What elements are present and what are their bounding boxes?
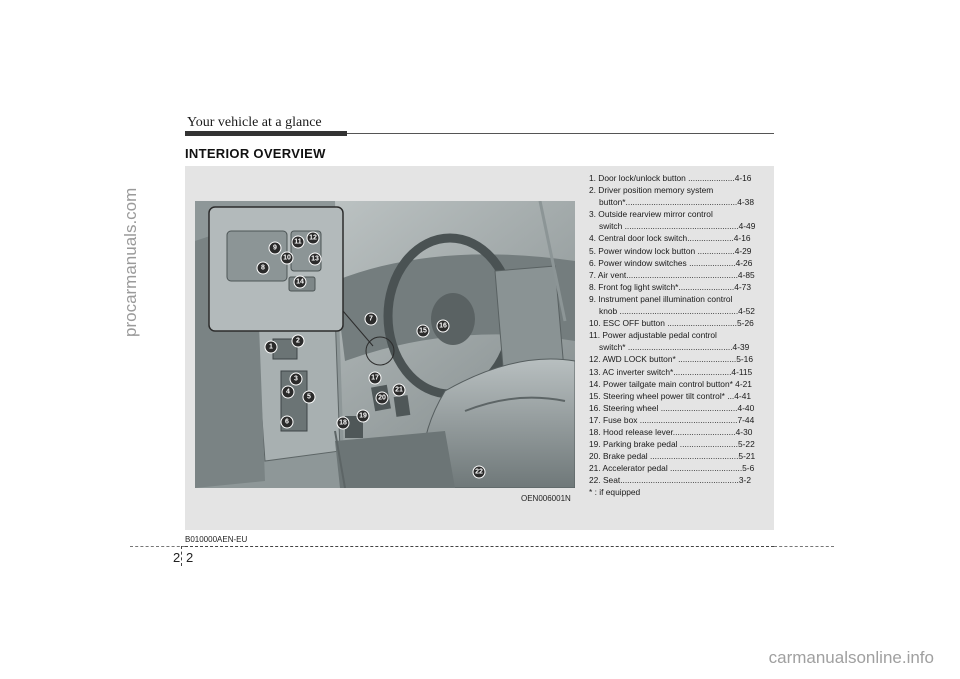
svg-text:11: 11 — [294, 238, 302, 246]
list-item: switch* .............................................4-39 — [599, 342, 750, 353]
list-item: 9. Instrument panel illumination control — [589, 293, 733, 304]
svg-text:17: 17 — [371, 374, 379, 382]
list-item: 1. Door lock/unlock button ....................4-16 — [589, 173, 752, 183]
list-item: 13. AC inverter switch*.........................4-115 — [589, 366, 753, 377]
page-number: 2 — [186, 550, 194, 565]
svg-text:7: 7 — [369, 315, 373, 323]
interior-drawing — [195, 201, 575, 488]
svg-text:15: 15 — [419, 327, 427, 335]
list-item: 12. AWD LOCK button* .........................5-16 — [589, 354, 753, 365]
callout-9 — [269, 242, 281, 254]
list-item: 8. Front fog light switch*........................4-73 — [589, 281, 751, 292]
chapter-number: 2 — [173, 550, 181, 565]
figure-code: OEN006001N — [521, 494, 571, 503]
list-item: 19. Parking brake pedal .........................5-22 — [589, 439, 755, 450]
list-item: 7. Air vent................................................4-85 — [589, 269, 755, 280]
callout-19 — [357, 410, 369, 422]
footer-rule-right — [774, 546, 834, 547]
list-item: 6. Power window switches ....................4-26 — [589, 257, 753, 268]
callout-7 — [365, 313, 377, 325]
list-item: 20. Brake pedal ......................................5-21 — [589, 451, 756, 462]
list-item: knob ...................................................4-52 — [599, 306, 755, 317]
document-code: B010000AEN-EU — [185, 535, 248, 544]
svg-text:19: 19 — [359, 412, 367, 420]
list-item: 22. Seat...................................................3-2 — [589, 475, 751, 486]
list-item: button*................................................4-38 — [599, 197, 754, 208]
callout-12 — [307, 232, 319, 244]
list-item: 18. Hood release lever...........................4-30 — [589, 426, 753, 437]
svg-text:3: 3 — [294, 375, 298, 383]
callout-15 — [417, 325, 429, 337]
list-item: 14. Power tailgate main control button* 4-21 — [589, 378, 752, 389]
svg-text:4: 4 — [286, 388, 290, 396]
list-item: 5. Power window lock button ................4-29 — [589, 245, 752, 256]
header-rule-thin — [347, 133, 774, 134]
svg-text:9: 9 — [273, 244, 277, 252]
header-rule-thick — [185, 131, 347, 136]
callout-1 — [265, 341, 277, 353]
callout-6 — [281, 416, 293, 428]
list-item: switch .................................................4-49 — [599, 221, 756, 232]
callout-22 — [473, 466, 485, 478]
svg-text:2: 2 — [296, 337, 300, 345]
svg-text:14: 14 — [296, 278, 304, 286]
callout-21 — [393, 384, 405, 396]
list-item: 10. ESC OFF button ..............................5-26 — [589, 318, 754, 329]
page-header-title: Your vehicle at a glance — [187, 115, 322, 130]
list-item: 15. Steering wheel power tilt control* ...4-41 — [589, 390, 752, 401]
svg-text:21: 21 — [395, 386, 403, 394]
callout-13 — [309, 253, 321, 265]
callout-10 — [281, 252, 293, 264]
svg-text:18: 18 — [339, 419, 347, 427]
list-item: 17. Fuse box ..........................................7-44 — [589, 414, 755, 425]
callout-20 — [376, 392, 388, 404]
bottom-watermark: carmanualsonline.info — [768, 648, 934, 667]
list-item: 11. Power adjustable pedal control — [589, 330, 717, 341]
callout-4 — [282, 386, 294, 398]
callout-18 — [337, 417, 349, 429]
callout-2 — [292, 335, 304, 347]
callout-5 — [303, 391, 315, 403]
callout-8 — [257, 262, 269, 274]
svg-text:8: 8 — [261, 264, 265, 272]
list-item: 4. Central door lock switch....................4-16 — [589, 233, 751, 244]
list-item: 2. Driver position memory system — [589, 185, 714, 196]
callout-11 — [292, 236, 304, 248]
svg-text:12: 12 — [309, 234, 317, 242]
svg-text:22: 22 — [475, 468, 483, 476]
svg-text:5: 5 — [307, 393, 311, 401]
callout-16 — [437, 320, 449, 332]
svg-text:13: 13 — [311, 255, 319, 263]
svg-text:1: 1 — [269, 343, 273, 351]
footer-rule-left — [130, 546, 185, 547]
callout-17 — [369, 372, 381, 384]
list-item: 21. Accelerator pedal ...............................5-6 — [589, 463, 755, 474]
component-list — [589, 172, 769, 499]
footer-rule — [185, 546, 774, 547]
interior-illustration — [195, 201, 575, 488]
svg-text:20: 20 — [378, 394, 386, 402]
svg-text:16: 16 — [439, 322, 447, 330]
svg-text:6: 6 — [285, 418, 289, 426]
list-item: 16. Steering wheel .................................4-40 — [589, 402, 755, 413]
section-title: INTERIOR OVERVIEW — [185, 146, 326, 161]
list-item: 3. Outside rearview mirror control — [589, 209, 713, 220]
callout-3 — [290, 373, 302, 385]
svg-text:10: 10 — [283, 254, 291, 262]
page-divider — [181, 546, 182, 566]
footnote: * : if equipped — [589, 487, 641, 498]
callout-14 — [294, 276, 306, 288]
